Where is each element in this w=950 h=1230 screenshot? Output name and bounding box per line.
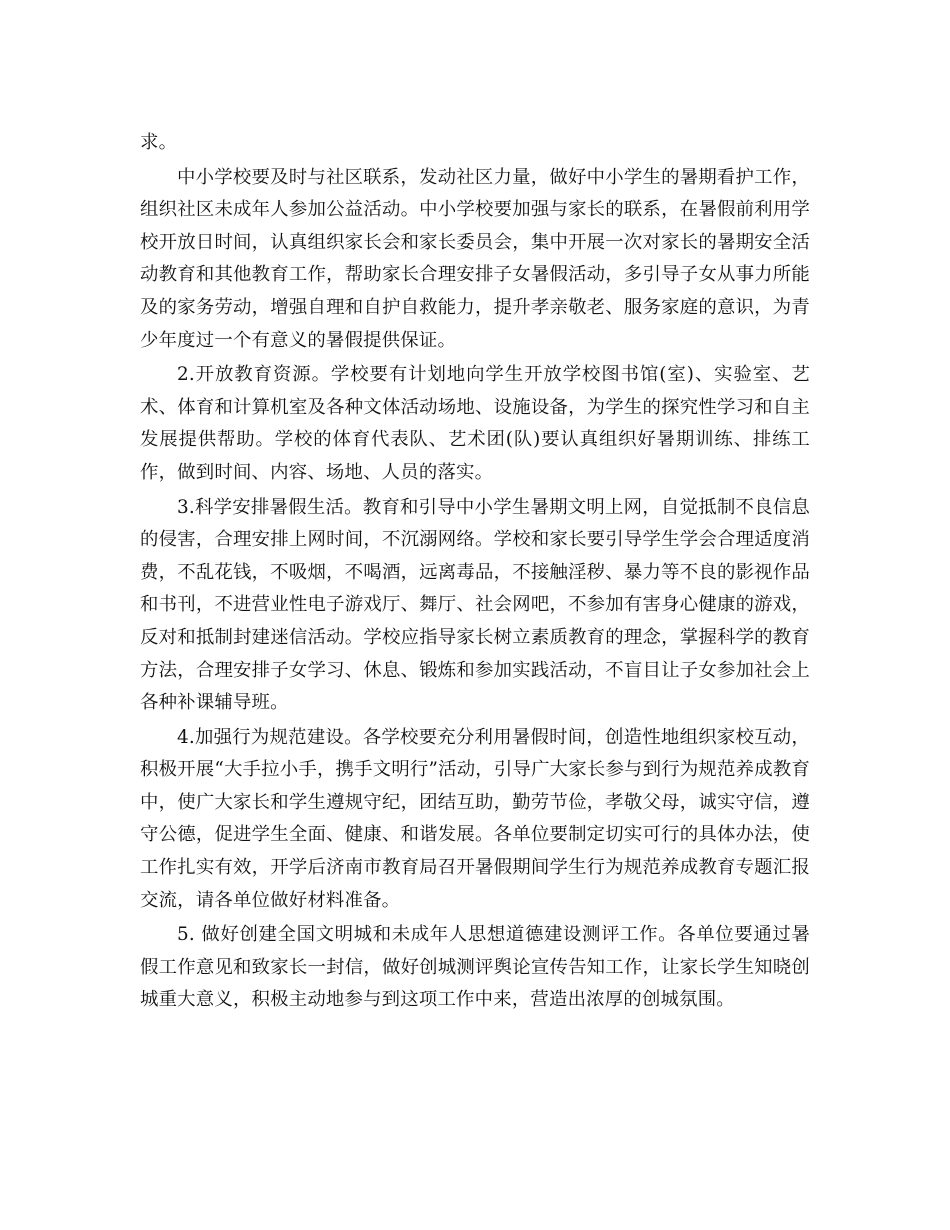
paragraph-continuation: 求。: [140, 132, 178, 153]
paragraph-item-4: 4.加强行为规范建设。各学校要充分利用暑假时间，创造性地组织家校互动，积极开展“大手拉小手，携手文明行”活动，引导广大家长参与到行为规范养成教育中，使广大家长和学生遵规守纪，团结互助，勤劳节俭，孝敬父母，诚实守信，遵守公德，促进学生全面、健康、和谐发展。各单位要制定切实可行的具体办法，使工作扎实有效，开学后济南市教育局召开暑假期间学生行为规范养成教育专题汇报交流，请各单位做好材料准备。: [140, 726, 810, 911]
paragraph-item-5: 5. 做好创建全国文明城和未成年人思想道德建设测评工作。各单位要通过暑假工作意见和致家长一封信，做好创城测评舆论宣传告知工作，让家长学生知晓创城重大意义，积极主动地参与到这项工作中来，营造出浓厚的创城氛围。: [140, 924, 810, 1011]
paragraph-item-3: 3.科学安排暑假生活。教育和引导中小学生暑期文明上网，自觉抵制不良信息的侵害，合理安排上网时间，不沉溺网络。学校和家长要引导学生学会合理适度消费，不乱花钱，不吸烟，不喝酒，远离毒品，不接触淫秽、暴力等不良的影视作品和书刊，不进营业性电子游戏厅、舞厅、社会网吧，不参加有害身心健康的游戏，反对和抵制封建迷信活动。学校应指导家长树立素质教育的理念，掌握科学的教育方法，合理安排子女学习、休息、锻炼和参加实践活动，不盲目让子女参加社会上各种补课辅导班。: [140, 496, 810, 714]
document-page: [140, 127, 810, 1017]
paragraph-community-contact: 中小学校要及时与社区联系，发动社区力量，做好中小学生的暑期看护工作，组织社区未成年人参加公益活动。中小学校要加强与家长的联系，在暑假前利用学校开放日时间，认真组织家长会和家长委员会，集中开展一次对家长的暑期安全活动教育和其他教育工作，帮助家长合理安排子女暑假活动，多引导子女从事力所能及的家务劳动，增强自理和自护自救能力，提升孝亲敬老、服务家庭的意识，为青少年度过一个有意义的暑假提供保证。: [140, 166, 810, 351]
paragraph-item-2: 2.开放教育资源。学校要有计划地向学生开放学校图书馆(室)、实验室、艺术、体育和计算机室及各种文体活动场地、设施设备，为学生的探究性学习和自主发展提供帮助。学校的体育代表队、艺术团(队)要认真组织好暑期训练、排练工作，做到时间、内容、场地、人员的落实。: [140, 364, 810, 483]
